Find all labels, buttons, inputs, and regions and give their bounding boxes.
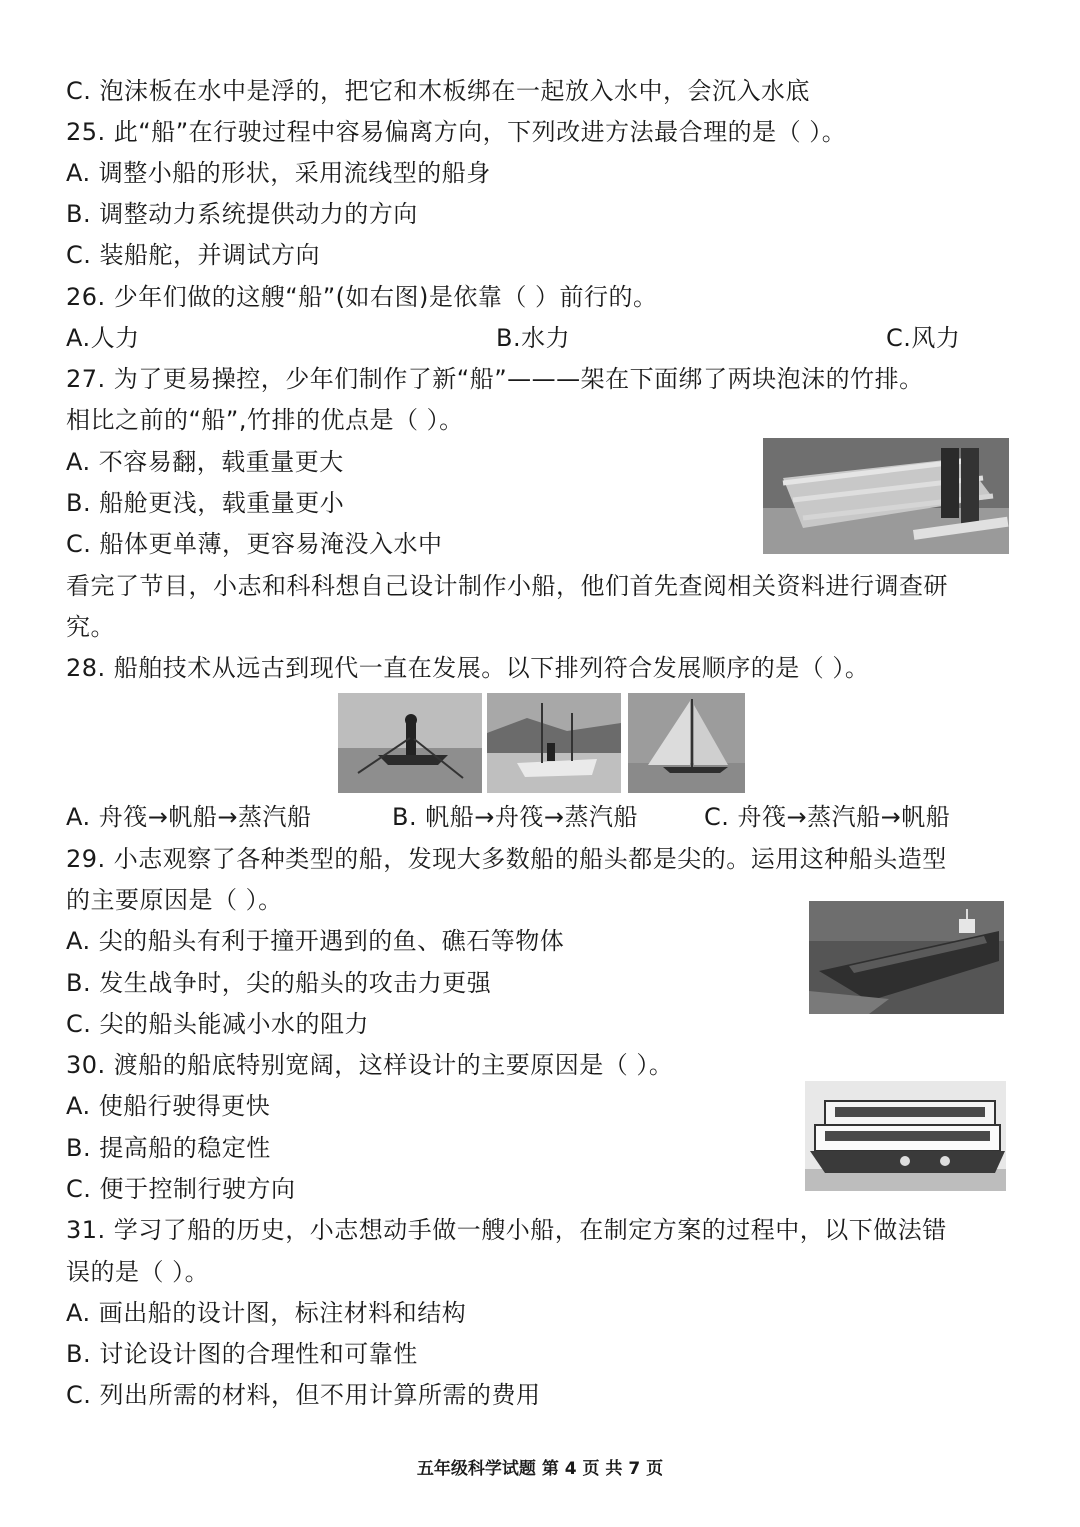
option-25a: A. 调整小船的形状，采用流线型的船身	[66, 159, 491, 187]
option-28b: B. 帆船→舟筏→蒸汽船	[392, 803, 638, 831]
option-25c: C. 装船舵，并调试方向	[66, 241, 321, 269]
steamship-photo	[487, 693, 621, 793]
option-27b: B. 船舱更浅，载重量更小	[66, 489, 345, 517]
page-footer: 五年级科学试题 第 4 页 共 7 页	[416, 1459, 664, 1479]
options-26	[66, 321, 1020, 355]
intro-text-cont: 究。	[66, 613, 115, 641]
options-28	[66, 800, 1020, 834]
raft-boat-photo	[338, 693, 482, 793]
option-30b: B. 提高船的稳定性	[66, 1134, 271, 1162]
ferry-photo	[805, 1081, 1006, 1191]
question-30: 30. 渡船的船底特别宽阔，这样设计的主要原因是（ ）。	[66, 1051, 674, 1079]
option-26b: B.水力	[496, 324, 571, 352]
question-29-cont: 的主要原因是（ ）。	[66, 886, 283, 914]
option-27a: A. 不容易翻，载重量更大	[66, 448, 344, 476]
option-29b: B. 发生战争时，尖的船头的攻击力更强	[66, 969, 492, 997]
question-27: 27. 为了更易操控，少年们制作了新“船”———架在下面绑了两块泡沫的竹排。	[66, 365, 924, 393]
option-29a: A. 尖的船头有利于撞开遇到的鱼、礁石等物体	[66, 927, 565, 955]
option-25b: B. 调整动力系统提供动力的方向	[66, 200, 418, 228]
option-26a: A.人力	[66, 324, 140, 352]
sailboat-photo	[628, 693, 745, 793]
pointed-bow-ship-photo	[809, 901, 1004, 1014]
intro-text: 看完了节目，小志和科科想自己设计制作小船，他们首先查阅相关资料进行调查研	[66, 572, 948, 600]
option-31c: C. 列出所需的材料，但不用计算所需的费用	[66, 1381, 541, 1409]
question-26: 26. 少年们做的这艘“船”(如右图)是依靠（ ）前行的。	[66, 283, 658, 311]
question-31: 31. 学习了船的历史，小志想动手做一艘小船，在制定方案的过程中，以下做法错	[66, 1216, 947, 1244]
option-27c: C. 船体更单薄，更容易淹没入水中	[66, 530, 443, 558]
question-25: 25. 此“船”在行驶过程中容易偏离方向，下列改进方法最合理的是（ ）。	[66, 118, 847, 146]
bamboo-raft-photo	[763, 438, 1009, 554]
question-27-cont: 相比之前的“船”,竹排的优点是（ ）。	[66, 406, 464, 434]
question-28: 28. 船舶技术从远古到现代一直在发展。以下排列符合发展顺序的是（ ）。	[66, 654, 870, 682]
option-30c: C. 便于控制行驶方向	[66, 1175, 296, 1203]
option-26c: C.风力	[886, 324, 961, 352]
option-29c: C. 尖的船头能减小水的阻力	[66, 1010, 370, 1038]
question-29: 29. 小志观察了各种类型的船，发现大多数船的船头都是尖的。运用这种船头造型	[66, 845, 947, 873]
option-31a: A. 画出船的设计图，标注材料和结构	[66, 1299, 467, 1327]
option-28a: A. 舟筏→帆船→蒸汽船	[66, 803, 312, 831]
question-31-cont: 误的是（ ）。	[66, 1258, 210, 1286]
option-28c: C. 舟筏→蒸汽船→帆船	[704, 803, 951, 831]
option-30a: A. 使船行驶得更快	[66, 1092, 271, 1120]
option-31b: B. 讨论设计图的合理性和可靠性	[66, 1340, 418, 1368]
option-24c: C. 泡沫板在水中是浮的，把它和木板绑在一起放入水中，会沉入水底	[66, 77, 811, 105]
